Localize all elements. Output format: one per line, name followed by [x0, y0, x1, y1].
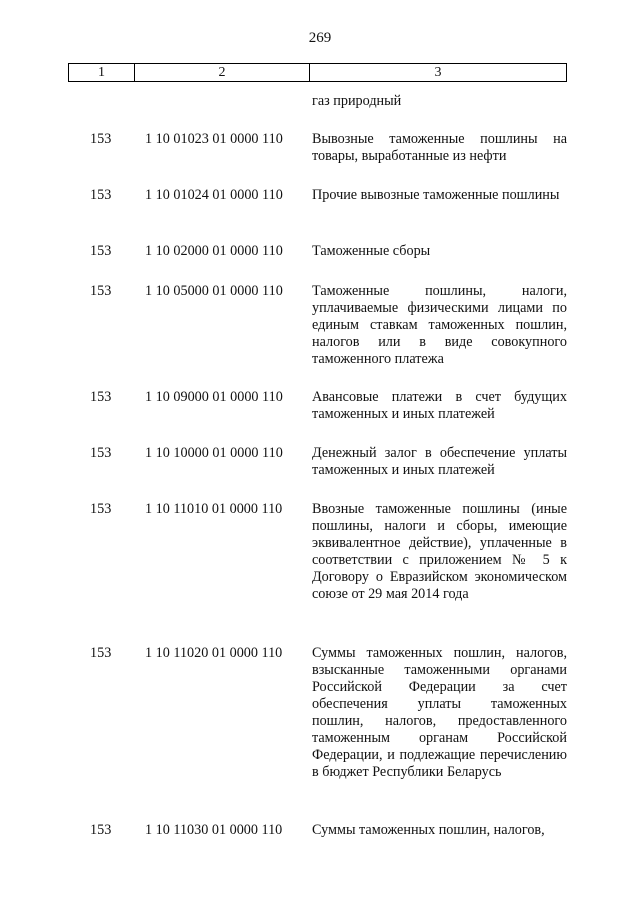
admin-code: 153	[90, 822, 112, 838]
page-number: 269	[308, 30, 332, 46]
admin-code: 153	[90, 645, 112, 661]
admin-code: 153	[90, 131, 112, 147]
admin-code: 153	[90, 445, 112, 461]
income-name: Денежный залог в обеспечение уплаты таможенных и иных платежей	[312, 445, 567, 478]
budget-code: 1 10 11020 01 0000 110	[145, 645, 283, 661]
budget-code: 1 10 01023 01 0000 110	[145, 131, 283, 147]
budget-code: 1 10 09000 01 0000 110	[145, 389, 283, 405]
budget-code: 1 10 02000 01 0000 110	[145, 243, 283, 259]
income-name: Таможенные пошлины, налоги, уплачиваемые физическими лицами по единым ставкам таможенных пошлин, налогов или в виде совокупного таможенного платежа	[312, 283, 567, 367]
income-name: Вывозные таможенные пошлины на товары, выработанные из нефти	[312, 131, 567, 164]
income-name: Суммы таможенных пошлин, налогов, взысканные таможенными органами Российской Федерации за счет обеспечения уплаты таможенных пошлин, налогов, предоставленного таможенным органам Российской Федерации, и подлежащие перечислению в бюджет Республики Беларусь	[312, 645, 567, 780]
income-name: Таможенные сборы	[312, 243, 431, 259]
income-name: Прочие вывозные таможенные пошлины	[312, 187, 560, 203]
admin-code: 153	[90, 243, 112, 259]
income-name: Суммы таможенных пошлин, налогов,	[312, 822, 545, 838]
admin-code: 153	[90, 501, 112, 517]
admin-code: 153	[90, 389, 112, 405]
income-name: Авансовые платежи в счет будущих таможенных и иных платежей	[312, 389, 567, 422]
admin-code: 153	[90, 187, 112, 203]
budget-code: 1 10 01024 01 0000 110	[145, 187, 283, 203]
income-name: Ввозные таможенные пошлины (иные пошлины, налоги и сборы, имеющие эквивалентное действие), уплаченные в соответствии с приложением № 5 к Договору о Евразийском экономическом союзе от 29 мая 2014 года	[312, 501, 567, 602]
continuation-text: газ природный	[312, 93, 402, 109]
budget-code: 1 10 11030 01 0000 110	[145, 822, 283, 838]
budget-code: 1 10 05000 01 0000 110	[145, 283, 283, 299]
header-col-2: 2	[135, 64, 310, 81]
header-col-1: 1	[69, 64, 135, 81]
budget-code: 1 10 10000 01 0000 110	[145, 445, 283, 461]
budget-code: 1 10 11010 01 0000 110	[145, 501, 283, 517]
header-col-3: 3	[434, 65, 442, 80]
admin-code: 153	[90, 283, 112, 299]
table-header	[68, 63, 567, 82]
